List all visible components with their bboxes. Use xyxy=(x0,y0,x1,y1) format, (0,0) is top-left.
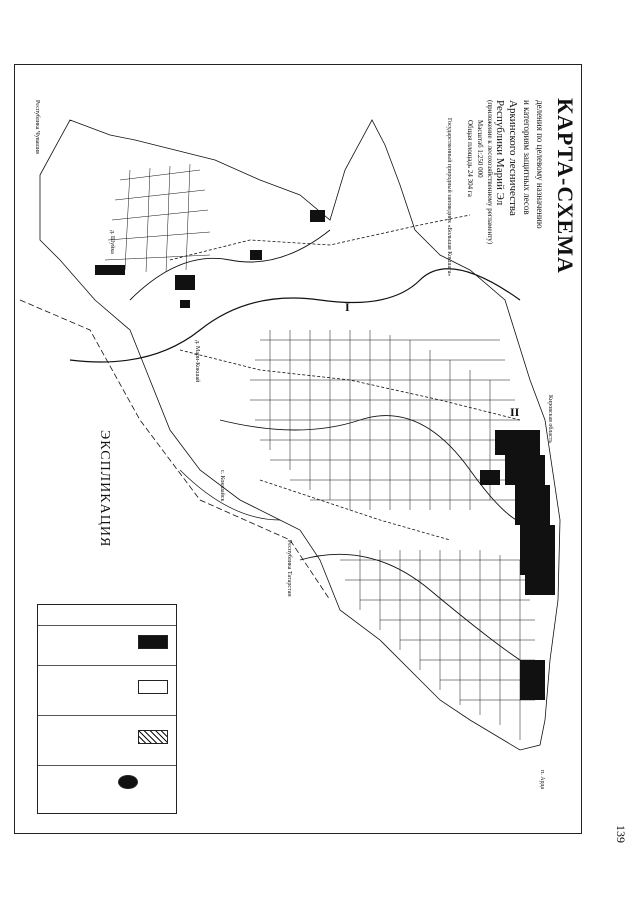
note-line: (приложение к лесохозяйственному регламенту) xyxy=(486,100,494,245)
subtitle-line: Республики Марий Эл xyxy=(494,100,506,206)
page-number: 139 xyxy=(614,825,628,843)
scale-note: Масштаб 1:250 000 xyxy=(476,120,484,178)
place-label: д. Мари-Кокшай xyxy=(194,340,200,383)
zone-label-1: I xyxy=(345,300,350,314)
legend-swatch-reserve xyxy=(138,730,168,744)
region-label: Республика Чувашия xyxy=(34,100,40,154)
place-label: д. Шуйка xyxy=(109,230,115,254)
road xyxy=(260,480,450,540)
subtitle-line: Аркинского лесничества xyxy=(507,100,519,216)
org-note: Государственный природный заповедник «Большая Кокшага» xyxy=(446,118,452,277)
place-label: п. Арда xyxy=(539,770,545,790)
river xyxy=(130,230,330,300)
region-boundary xyxy=(20,300,330,600)
legend-table xyxy=(37,604,177,814)
map-title: КАРТА-СХЕМА xyxy=(553,98,578,274)
legend-swatch-exploitable xyxy=(138,680,168,694)
river xyxy=(300,554,520,660)
region-label: Кировская область xyxy=(547,395,553,444)
legend-swatch-protected xyxy=(138,635,168,649)
region-label: Республика Татарстан xyxy=(286,540,292,597)
legend-swatch-water xyxy=(118,775,138,789)
area-note: Общая площадь 24 304 га xyxy=(466,120,474,197)
subtitle-line: деления по целевому назначению xyxy=(535,100,545,229)
subtitle-line: и категориям защитных лесов xyxy=(522,100,532,215)
place-label: с. Кокшайск xyxy=(219,470,225,502)
legend-heading: ЭКСПЛИКАЦИЯ xyxy=(97,430,112,548)
zone-label-2: II xyxy=(510,405,520,419)
